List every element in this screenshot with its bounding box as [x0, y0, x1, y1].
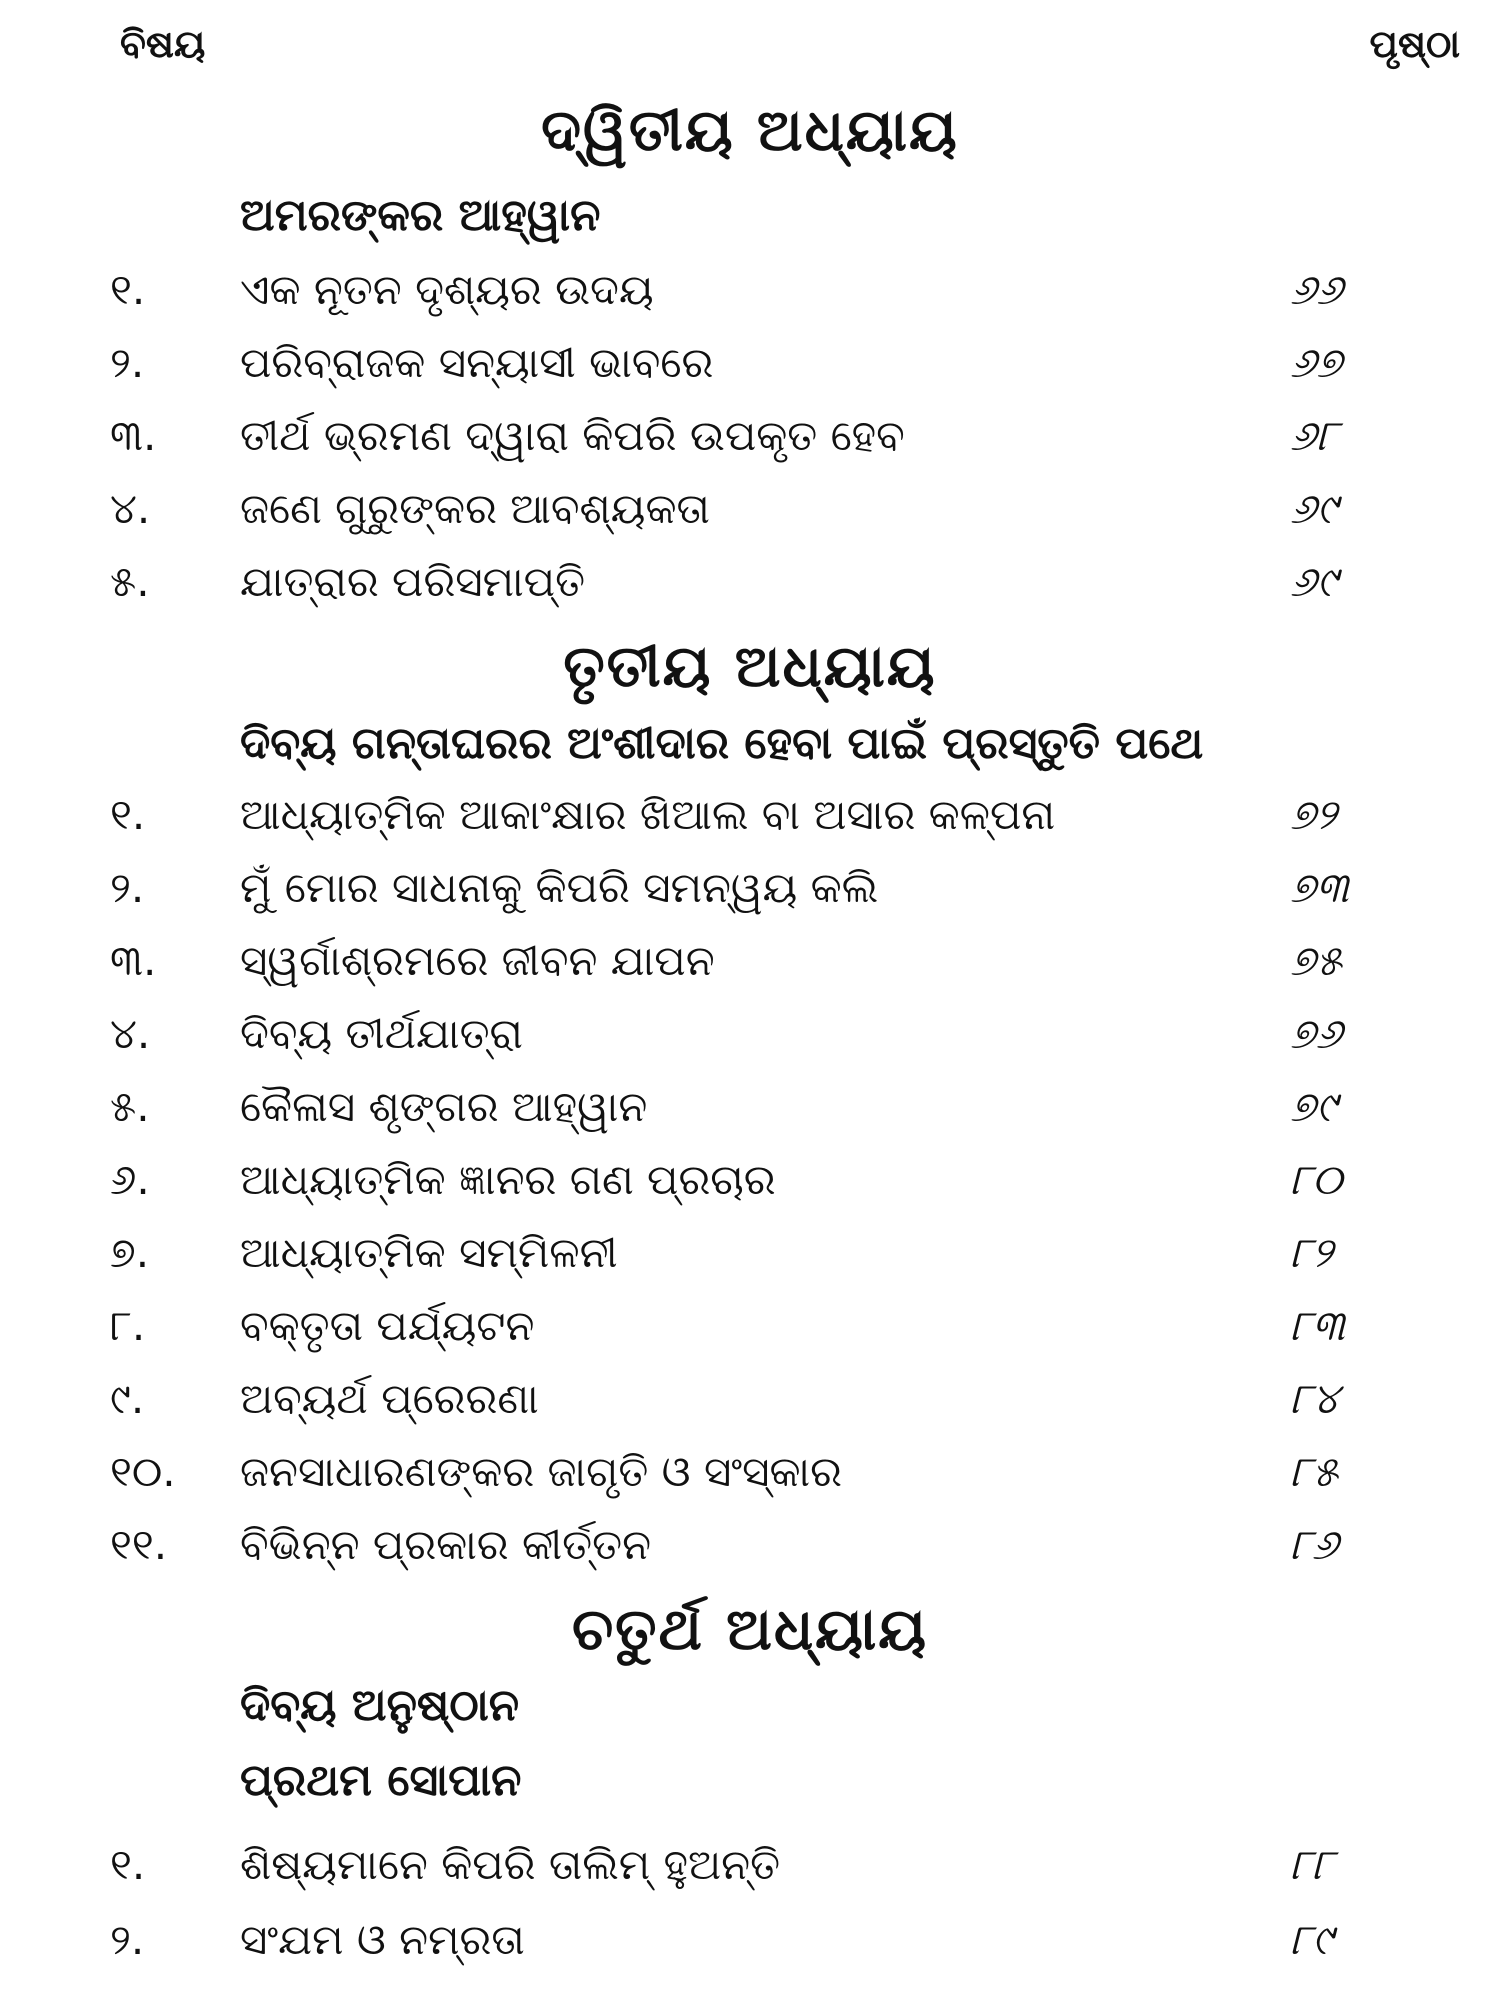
entry-number: ୯. [110, 1374, 145, 1423]
entry-page: ୮୬ [1290, 1520, 1339, 1569]
entry-title: ଆଧ୍ୟାତ୍ମିକ ସମ୍ମିଳନୀ [240, 1228, 618, 1277]
entry-title: ତୀର୍ଥ ଭ୍ରମଣ ଦ୍ୱାରା କିପରି ଉପକୃତ ହେବ [240, 411, 905, 460]
entry-page: ୮୪ [1290, 1374, 1339, 1423]
entry-title: ଏକ ନୂତନ ଦୃଶ୍ୟର ଉଦୟ [240, 265, 654, 314]
entry-page: ୮୯ [1290, 1915, 1333, 1964]
toc-entry [0, 338, 1500, 408]
toc-entry [0, 1082, 1500, 1152]
subject-header: ବିଷୟ [120, 22, 206, 66]
entry-number: ୧. [110, 1840, 146, 1889]
entry-title: ବିଭିନ୍ନ ପ୍ରକାର କୀର୍ତ୍ତନ [240, 1520, 652, 1569]
toc-entry [0, 411, 1500, 481]
entry-number: ୫. [110, 1082, 150, 1131]
chapter-4-subsection: ପ୍ରଥମ ସୋପାନ [240, 1755, 522, 1806]
entry-page: ୮୮ [1290, 1840, 1334, 1889]
toc-entry [0, 1915, 1500, 1985]
entry-page: ୮୨ [1290, 1228, 1333, 1277]
entry-title: ଦିବ୍ୟ ତୀର୍ଥଯାତ୍ରା [240, 1009, 523, 1058]
page-header: ପୃଷ୍ଠା [1369, 22, 1460, 66]
entry-title: ପରିବ୍ରାଜକ ସନ୍ୟାସୀ ଭାବରେ [240, 338, 714, 387]
entry-page: ୭୯ [1290, 1082, 1337, 1131]
toc-entry [0, 863, 1500, 933]
chapter-2-section: ଅମରଙ୍କର ଆହ୍ୱାନ [240, 190, 601, 241]
entry-page: ୭୫ [1290, 936, 1342, 985]
entry-title: ଅବ୍ୟର୍ଥ ପ୍ରେରଣା [240, 1374, 539, 1423]
toc-entry [0, 936, 1500, 1006]
toc-entry [0, 1374, 1500, 1444]
chapter-2-title: ଦ୍ୱିତୀୟ ଅଧ୍ୟାୟ [541, 96, 959, 164]
entry-page: ୬୯ [1290, 557, 1338, 606]
entry-number: ୩. [110, 411, 157, 460]
chapter-3-section: ଦିବ୍ୟ ଗନ୍ତାଘରର ଅଂଶୀଦାର ହେବା ପାଇଁ ପ୍ରସ୍ତୁତି ପଥେ [240, 718, 1204, 769]
entry-number: ୪. [110, 484, 151, 533]
entry-title: ସଂଯମ ଓ ନମ୍ରତା [240, 1915, 525, 1964]
entry-number: ୩. [110, 936, 157, 985]
entry-number: ୧. [110, 265, 146, 314]
entry-number: ୧୧. [110, 1520, 168, 1569]
entry-page: ୮୦ [1290, 1155, 1343, 1204]
entry-number: ୭. [110, 1228, 150, 1277]
toc-entry [0, 1228, 1500, 1298]
entry-number: ୧୦. [110, 1447, 176, 1496]
entry-page: ୮୫ [1290, 1447, 1339, 1496]
toc-entry [0, 790, 1500, 860]
entry-page: ୭୬ [1290, 1009, 1343, 1058]
entry-page: ୬୭ [1290, 338, 1343, 387]
entry-page: ୭୨ [1290, 790, 1337, 839]
entry-title: ଆଧ୍ୟାତ୍ମିକ ଆକାଂକ୍ଷାର ଖିଆଲ ବା ଅସାର କଳ୍ପନା [240, 790, 1056, 839]
toc-entry [0, 1447, 1500, 1517]
entry-number: ୨. [110, 338, 145, 387]
toc-entry [0, 1520, 1500, 1590]
entry-number: ୨. [110, 863, 145, 912]
chapter-3-title: ତୃତୀୟ ଅଧ୍ୟାୟ [563, 632, 937, 700]
entry-title: ବକ୍ତୃତା ପର୍ଯ୍ୟଟନ [240, 1301, 535, 1350]
entry-title: ସ୍ୱର୍ଗାଶ୍ରମରେ ଜୀବନ ଯାପନ [240, 936, 715, 985]
entry-page: ୬୬ [1290, 265, 1343, 314]
toc-entry [0, 1155, 1500, 1225]
entry-number: ୪. [110, 1009, 151, 1058]
chapter-4-title: ଚତୁର୍ଥ ଅଧ୍ୟାୟ [571, 1595, 929, 1663]
entry-page: ୭୩ [1290, 863, 1349, 912]
toc-entry [0, 557, 1500, 627]
chapter-4-section: ଦିବ୍ୟ ଅନୁଷ୍ଠାନ [240, 1680, 520, 1731]
entry-page: ୮୩ [1290, 1301, 1345, 1350]
toc-entry [0, 1301, 1500, 1371]
entry-title: ଜନସାଧାରଣଙ୍କର ଜାଗୃତି ଓ ସଂସ୍କାର [240, 1447, 842, 1496]
entry-number: ୫. [110, 557, 150, 606]
entry-page: ୬୯ [1290, 484, 1338, 533]
toc-entry [0, 484, 1500, 554]
entry-title: କୈଳାସ ଶୃଙ୍ଗର ଆହ୍ୱାନ [240, 1082, 648, 1131]
entry-number: ୨. [110, 1915, 145, 1964]
entry-number: ୬. [110, 1155, 150, 1204]
entry-number: ୧. [110, 790, 146, 839]
entry-page: ୬୮ [1290, 411, 1339, 460]
entry-number: ୮. [110, 1301, 146, 1350]
toc-entry [0, 1009, 1500, 1079]
entry-title: ଯାତ୍ରାର ପରିସମାପ୍ତି [240, 557, 586, 606]
toc-entry [0, 1840, 1500, 1910]
entry-title: ମୁଁ ମୋର ସାଧନାକୁ କିପରି ସମନ୍ୱୟ କଲି [240, 863, 879, 912]
toc-entry [0, 265, 1500, 335]
entry-title: ଆଧ୍ୟାତ୍ମିକ ଜ୍ଞାନର ଗଣ ପ୍ରଚାର [240, 1155, 776, 1204]
entry-title: ଶିଷ୍ୟମାନେ କିପରି ତାଲିମ୍ ହୁଅନ୍ତି [240, 1840, 781, 1889]
entry-title: ଜଣେ ଗୁରୁଙ୍କର ଆବଶ୍ୟକତା [240, 484, 710, 533]
